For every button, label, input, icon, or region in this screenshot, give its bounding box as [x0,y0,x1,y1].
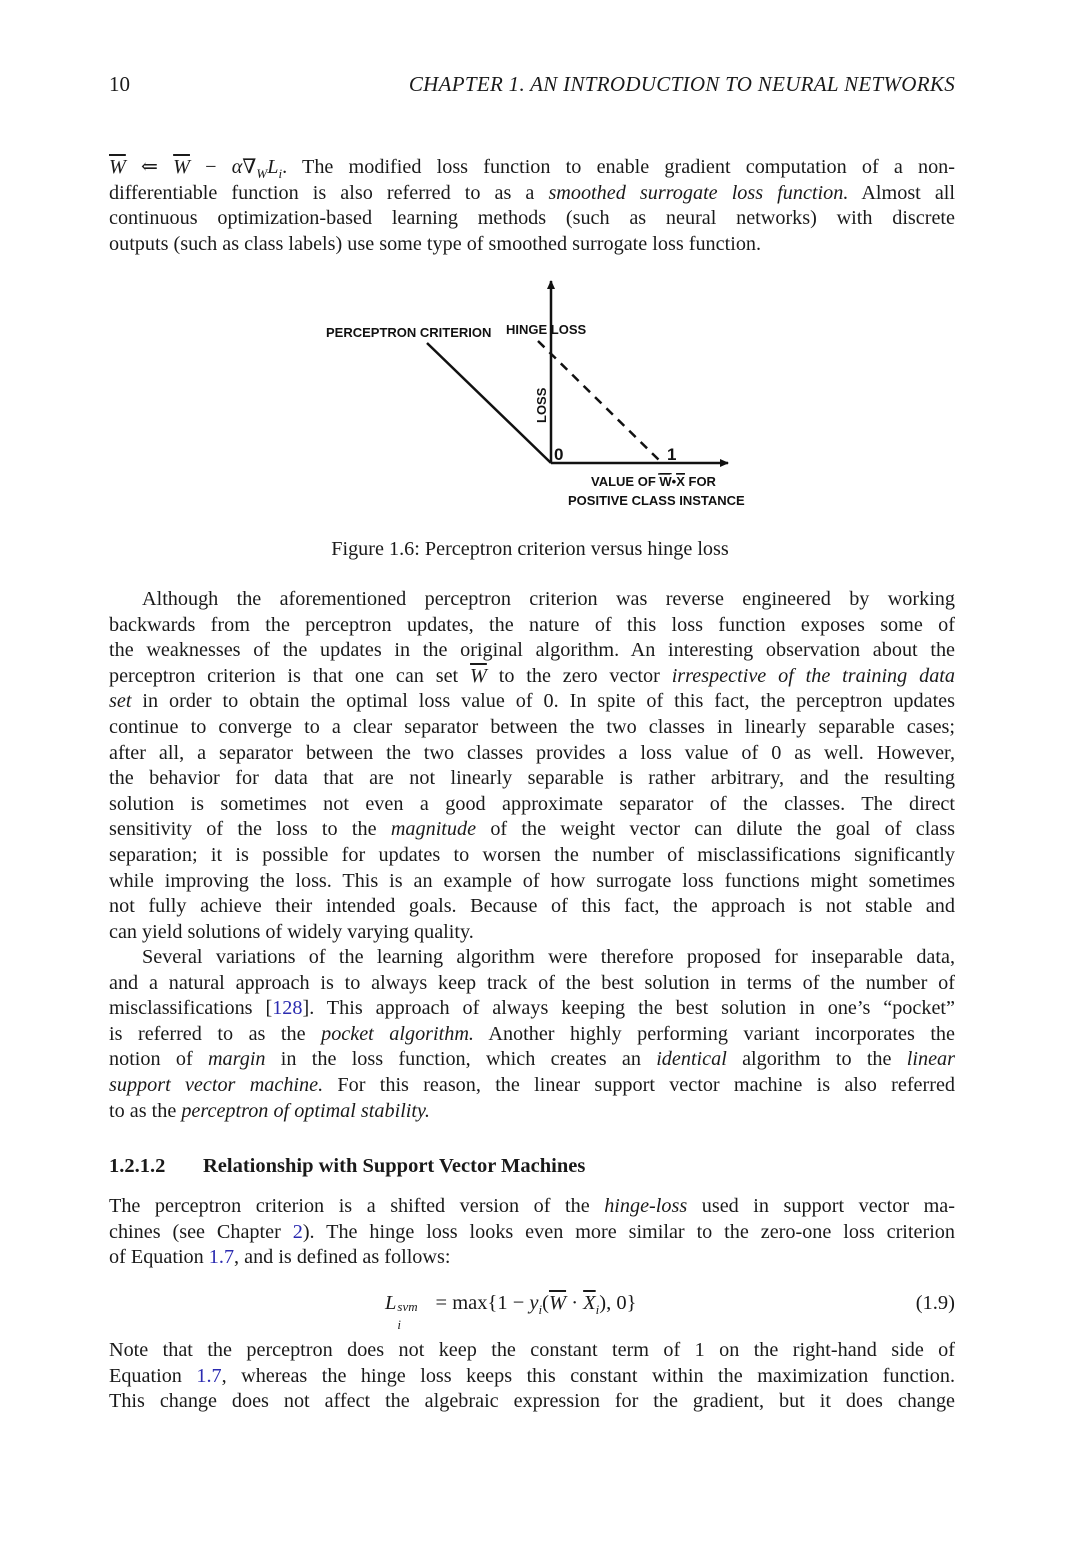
label-perceptron-criterion: PERCEPTRON CRITERION [326,325,492,340]
text-line: $\overline{W}$ ⇐ $\overline{W} - \alpha\nabla_WL_i$. The modified loss function to enable gradient computation of a non- [109,156,956,182]
text-line: backwards from the perceptron updates, the nature of this loss function exposes some of [109,613,955,636]
paragraph-surrogate-loss [109,155,955,257]
page-number: 10 [109,72,130,96]
page-header [109,72,955,102]
text-line: can yield solutions of widely varying quality. [109,920,474,943]
text-line: solution is sometimes not even a good approximate separator of the classes. The direct [109,792,955,815]
text-line: Equation 1.7, whereas the hinge loss keeps this constant within the maximization function. [109,1364,956,1387]
equation-number: (1.9) [915,1292,955,1314]
text-line: chines (see Chapter 2). The hinge loss looks even more similar to the zero-one loss criterion [109,1220,955,1243]
label-hinge-loss: HINGE LOSS [506,322,587,337]
section-number: 1.2.1.2 [109,1155,166,1177]
tick-one: 1 [667,445,677,464]
text-line: the weaknesses of the updates in the original algorithm. An interesting observation about the [109,639,955,662]
text-line: while improving the loss. This is an example of how surrogate loss functions might sometimes [109,869,955,892]
weight-vector-symbol: $\overline{W}$ [470,664,487,687]
text-line: notion of margin in the loss function, which creates an identical algorithm to the linear [109,1048,955,1071]
text-line: Several variations of the learning algorithm were therefore proposed for inseparable data, [142,946,955,968]
equation-body: L svm i = $\max\{1 - y_i(\overline{W} \cdot \overline{X}_i)$, 0} [385,1292,637,1332]
update-rule-math: $\overline{W}$ ⇐ $\overline{W} - \alpha\nabla_WL_i$ [109,156,283,182]
paragraph-hinge-vs-perceptron [109,1338,955,1415]
text-line: differentiable function is also referred to as a smoothed surrogate loss function. Almost all [109,181,956,204]
text-line: sensitivity of the loss to the magnitude of the weight vector can dilute the goal of class [109,818,955,841]
text-line: The perceptron criterion is a shifted version of the hinge-loss used in support vector ma- [109,1195,955,1217]
text-line: is referred to as the pocket algorithm. Another highly performing variant incorporates the [109,1022,955,1045]
text-line: misclassifications [128]. This approach of always keeping the best solution in one’s “pocket” [109,997,955,1020]
text-line: of Equation 1.7, and is defined as follows: [109,1246,451,1269]
section-heading [109,1155,585,1178]
text-line: continuous optimization-based learning methods (such as neural networks) with discrete [109,207,955,230]
section-title: Relationship with Support Vector Machines [203,1155,586,1177]
text-line: separation; it is possible for updates to worsen the number of misclassifications significantly [109,843,955,866]
text-line: Although the aforementioned perceptron criterion was reverse engineered by working [142,588,955,610]
text-line: outputs (such as class labels) use some type of smoothed surrogate loss function. [109,232,762,255]
equation-link-1-7[interactable]: 1.7 [196,1364,222,1387]
loss-plot [310,275,760,520]
paragraph-hinge-loss-intro [109,1194,955,1271]
text-line: set in order to obtain the optimal loss value of 0. In spite of this fact, the perceptron updates [109,690,955,713]
text-line: after all, a separator between the two classes provides a loss value of 0 as well. However, [109,741,955,764]
x-axis-label-line2: POSITIVE CLASS INSTANCE [568,493,745,508]
equation-hinge-loss [109,1292,955,1332]
text-line: continue to converge to a clear separator between the two classes in linearly separable cases; [109,715,955,738]
x-axis-label-line1: VALUE OF W•X FOR [591,474,716,489]
perceptron-criterion-line [427,343,551,463]
paragraph-perceptron-weaknesses [109,587,955,945]
citation-link-128[interactable]: 128 [272,997,303,1020]
text-line: Note that the perceptron does not keep the constant term of 1 on the right-hand side of [109,1339,955,1361]
text-line: the behavior for data that are not linearly separable is rather arbitrary, and the resulting [109,767,955,790]
text-line: and a natural approach is to always keep track of the best solution in terms of the number of [109,971,955,994]
running-title: CHAPTER 1. AN INTRODUCTION TO NEURAL NETWORKS [408,72,955,96]
text-line: This change does not affect the algebraic expression for the gradient, but it does change [109,1390,955,1413]
text-line: to as the perceptron of optimal stability. [109,1099,430,1122]
figure-perceptron-vs-hinge [310,275,760,520]
text-line: support vector machine. For this reason, the linear support vector machine is also referred [109,1073,955,1096]
tick-zero: 0 [554,445,564,464]
chapter-link-2[interactable]: 2 [292,1220,303,1243]
equation-link-1-7[interactable]: 1.7 [208,1246,235,1269]
term-smoothed-surrogate-loss: smoothed surrogate loss function. [548,181,849,204]
figure-caption: Figure 1.6: Perceptron criterion versus hinge loss [331,538,729,560]
label-loss-axis: LOSS [534,387,549,423]
paragraph-pocket-algorithm [109,945,955,1124]
text-line: not fully achieve their intended goals. Because of this fact, the approach is not stable and [109,895,955,918]
text-line: perceptron criterion is that one can set $\overline{W}$ to the zero vector irrespective of the training data [109,664,955,687]
